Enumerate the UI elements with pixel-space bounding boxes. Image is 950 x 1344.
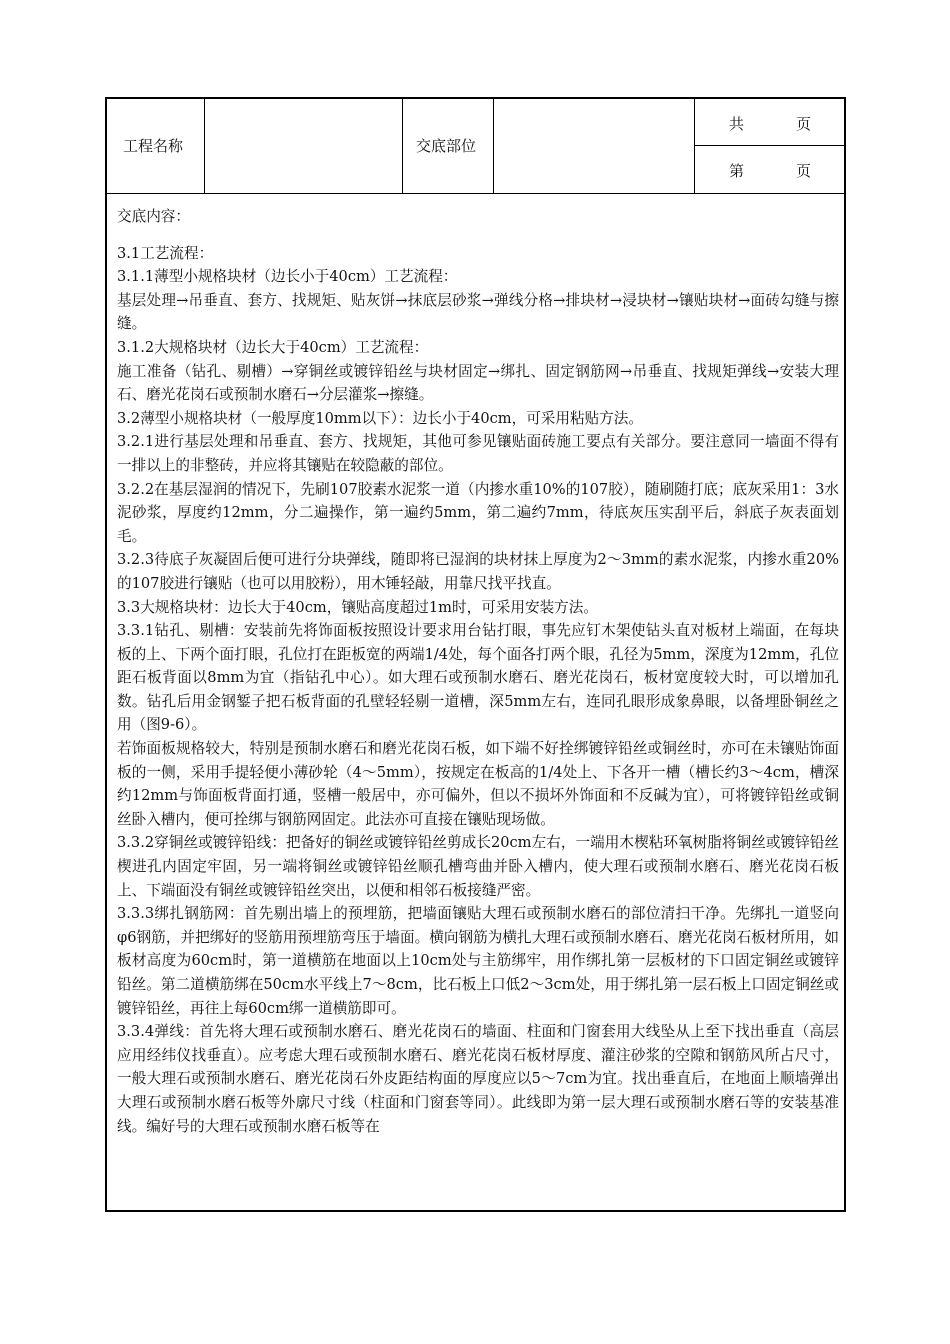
content-paragraph: 3.2薄型小规格块材（一般厚度10mm以下）：边长小于40cm，可采用粘贴方法。 — [117, 409, 643, 427]
location-label: 交底部位 — [416, 137, 477, 155]
disclosure-content — [117, 205, 839, 1138]
divider — [204, 99, 205, 193]
page-number-label-start: 第 — [729, 162, 745, 180]
form-header — [107, 99, 844, 194]
divider — [402, 99, 403, 193]
content-paragraph: 若饰面板规格较大，特别是预制水磨石和磨光花岗石板，如下端不好拴绑镀锌铅丝或铜丝时，亦可在未镶贴饰面板的一侧，采用手提轻便小薄砂轮（4～5mm），按规定在板高的1/4处上、下各开一槽（槽长约3～4cm，槽深约12mm与饰面板背面打通，竖槽一般居中，亦可偏外，但以不损坏外饰面和不反碱为宜），可将镀锌铅丝或铜丝卧入槽内，便可拴绑与钢筋网固定。此法亦可直接在镶贴现场做。 — [117, 740, 839, 828]
content-paragraph: 3.3.1钻孔、剔槽：安装前先将饰面板按照设计要求用台钻打眼，事先应钉木架使钻头直对板材上端面，在每块板的上、下两个面打眼，孔位打在距板宽的两端1/4处，每个面各打两个眼，孔径为5mm，深度为12mm，孔位距石板背面以8mm为宜（指钻孔中心）。如大理石或预制水磨石、磨光花岗石，板材宽度较大时，可以增加孔数。钻孔后用金钢錾子把石板背面的孔壁轻轻剔一道槽，深5mm左右，连同孔眼形成象鼻眼，以备埋卧铜丝之用（图9-6）。 — [117, 622, 839, 734]
content-paragraph: 3.1工艺流程： — [117, 244, 214, 262]
total-pages-label-start: 共 — [729, 115, 745, 133]
divider — [493, 99, 494, 193]
page-number-label-end: 页 — [796, 162, 812, 180]
content-paragraph: 3.3大规格块材：边长大于40cm，镶贴高度超过1m时，可采用安装方法。 — [117, 598, 598, 616]
divider — [694, 145, 844, 146]
project-name-label: 工程名称 — [123, 137, 184, 155]
content-paragraph: 3.3.3绑扎钢筋网：首先剔出墙上的预埋筋，把墙面镶贴大理石或预制水磨石的部位清扫干净。先绑扎一道竖向φ6钢筋，并把绑好的竖筋用预埋筋弯压于墙面。横向钢筋为横扎大理石或预制水磨石、磨光花岗石板材所用，如板材高度为60cm时，第一道横筋在地面以上10cm处与主筋绑牢，用作绑扎第一层板材的下口固定铜丝或镀锌铅丝。第二道横筋绑在50cm水平线上7～8cm，比石板上口低2～3cm处，用于绑扎第一层石板上口固定铜丝或镀锌铅丝，再往上每60cm绑一道横筋即可。 — [117, 905, 839, 1017]
divider — [694, 99, 695, 193]
content-paragraph: 基层处理→吊垂直、套方、找规矩、贴灰饼→抹底层砂浆→弹线分格→排块材→浸块材→镶贴块材→面砖勾缝与擦缝。 — [117, 291, 839, 333]
content-paragraph: 3.1.2大规格块材（边长大于40cm）工艺流程： — [117, 338, 429, 356]
content-paragraph: 施工准备（钻孔、剔槽）→穿铜丝或镀锌铅丝与块材固定→绑扎、固定钢筋网→吊垂直、找规矩弹线→安装大理石、磨光花岗石或预制水磨石→分层灌浆→擦缝。 — [117, 362, 839, 404]
content-paragraph: 3.3.2穿铜丝或镀锌铅线：把备好的铜丝或镀锌铅丝剪成长20cm左右，一端用木楔粘环氧树脂将铜丝或镀锌铅丝楔进孔内固定牢固，另一端将铜丝或镀锌铅丝顺孔槽弯曲并卧入槽内，使大理石或预制水磨石、磨光花岗石板上、下端面没有铜丝或镀锌铅丝突出，以便和相邻石板接缝严密。 — [117, 834, 839, 899]
content-paragraph: 3.2.1进行基层处理和吊垂直、套方、找规矩，其他可参见镶贴面砖施工要点有关部分。要注意同一墙面不得有一排以上的非整砖，并应将其镶贴在较隐蔽的部位。 — [117, 433, 839, 474]
total-pages-label-end: 页 — [796, 115, 812, 133]
content-paragraph: 3.2.2在基层湿润的情况下，先刷107胶素水泥浆一道（内掺水重10%的107胶），随刷随打底；底灰采用1：3水泥砂浆，厚度约12mm，分二遍操作，第一遍约5mm，第二遍约7mm，待底灰压实刮平后，斜底子灰表面划毛。 — [117, 480, 839, 545]
content-paragraph: 3.2.3待底子灰凝固后便可进行分块弹线，随即将已湿润的块材抹上厚度为2～3mm的素水泥浆，内掺水重20%的107胶进行镶贴（也可以用胶粉），用木锤轻敲，用靠尺找平找直。 — [117, 551, 839, 592]
content-paragraph: 3.1.1薄型小规格块材（边长小于40cm）工艺流程： — [117, 268, 458, 286]
disclosure-form — [105, 97, 846, 1212]
content-paragraph: 3.3.4弹线：首先将大理石或预制水磨石、磨光花岗石的墙面、柱面和门窗套用大线坠从上至下找出垂直（高层应用经纬仪找垂直）。应考虑大理石或预制水磨石、磨光花岗石板材厚度、灌注砂浆的空隙和钢筋风所占尺寸，一般大理石或预制水磨石、磨光花岗石外皮距结构面的厚度应以5～7cm为宜。找出垂直后，在地面上顺墙弹出大理石或预制水磨石板等外廓尺寸线（柱面和门窗套等同）。此线即为第一层大理石或预制水磨石等的安装基准线。编好号的大理石或预制水磨石板等在 — [117, 1023, 839, 1135]
content-intro: 交底内容： — [117, 208, 190, 225]
